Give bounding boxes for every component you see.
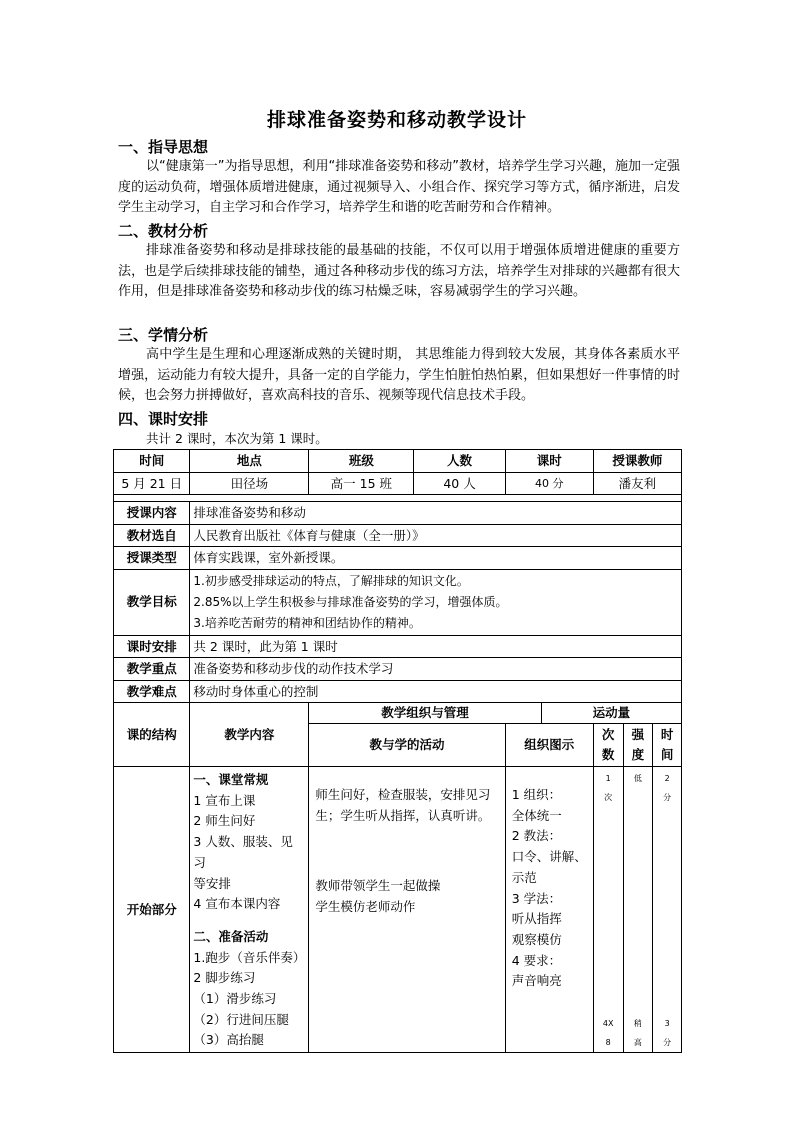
section-heading: 一、指导思想 (118, 138, 209, 156)
start-part-row (114, 767, 682, 1053)
difficulty-row (114, 680, 682, 703)
section-heading: 四、课时安排 (118, 410, 209, 428)
value-teacher: 潘友利 (593, 472, 681, 495)
activity-cell: 师生问好，检查服装，安排见习生；学生听从指挥，认真听讲。 教师带领学生一起做操 学生模仿老师动作 (309, 767, 505, 1053)
section-material-analysis (118, 221, 680, 303)
duration-cell: 2 分 3 分 (653, 767, 682, 1053)
section-guiding-ideology (118, 137, 680, 219)
goals-row (114, 569, 682, 635)
value-duration: 40 分 (505, 472, 593, 495)
key-label: 教学重点 (114, 658, 190, 681)
header-time: 时间 (114, 450, 190, 473)
value-time: 5 月 21 日 (114, 472, 190, 495)
value-class: 高一 15 班 (309, 472, 414, 495)
spacer-row (114, 495, 682, 502)
key-value: 准备姿势和移动步伐的动作技术学习 (190, 658, 682, 681)
content-label: 授课内容 (114, 502, 190, 525)
header-diagram: 组织图示 (505, 724, 593, 767)
header-times: 次 数 (593, 724, 623, 767)
type-value: 体育实践课，室外新授课。 (190, 547, 682, 570)
goal-item: 3.培养吃苦耐劳的精神和团结协作的精神。 (193, 615, 421, 630)
header-intensity: 强 度 (623, 724, 653, 767)
header-location: 地点 (190, 450, 309, 473)
goal-item: 1.初步感受排球运动的特点，了解排球的知识文化。 (193, 573, 469, 588)
schedule-label: 课时安排 (114, 635, 190, 658)
info-value-row (114, 472, 682, 495)
goal-item: 2.85%以上学生积极参与排球准备姿势的学习，增强体质。 (193, 594, 508, 609)
lesson-plan-table (113, 449, 682, 1053)
intensity-cell: 低 稍 高 (623, 767, 653, 1053)
section-heading: 三、学情分析 (118, 326, 209, 344)
header-count: 人数 (414, 450, 505, 473)
header-teacher: 授课教师 (593, 450, 681, 473)
section-schedule (118, 409, 680, 450)
header-duration-col: 时 间 (653, 724, 682, 767)
section-heading: 二、教材分析 (118, 222, 209, 240)
section-text: 排球准备姿势和移动是排球技能的最基础的技能，不仅可以用于增强体质增进健康的重要方法，也是学后续排球技能的铺垫，通过各种移动步伐的练习方法，培养学生对排球的兴趣都有很大作用，但是排球准备姿势和移动步伐的练习枯燥乏味，容易减弱学生的学习兴趣。 (118, 243, 680, 299)
diagram-cell: 1 组织： 全体统一 2 教法： 口令、讲解、 示范 3 学法： 听从指挥 观察模仿 4 要求： 声音响亮 (505, 767, 593, 1053)
part-label: 开始部分 (114, 767, 190, 1053)
info-header-row (114, 450, 682, 473)
textbook-row (114, 524, 682, 547)
header-structure: 课的结构 (114, 703, 190, 767)
header-content: 教学内容 (190, 703, 309, 767)
section-text: 共计 2 课时，本次为第 1 课时。 (146, 431, 328, 446)
section-text: 高中学生是生理和心理逐渐成熟的关键时期， 其思维能力得到较大发展，其身体各素质水平增强，运动能力有较大提升，具备一定的自学能力，学生怕脏怕热怕累，但如果想好一件事情的时候，也会努力拼搏做好，喜欢高科技的音乐、视频等现代信息技术手段。 (118, 347, 680, 403)
header-class: 班级 (309, 450, 414, 473)
goals-value (190, 569, 682, 635)
content-row (114, 502, 682, 525)
times-cell: 1 次 4X 8 (593, 767, 623, 1053)
difficulty-value: 移动时身体重心的控制 (190, 680, 682, 703)
header-load: 运动量 (541, 703, 681, 724)
textbook-label: 教材选自 (114, 524, 190, 547)
structure-header-row-1 (114, 703, 682, 724)
section-text: 以“健康第一”为指导思想，利用“排球准备姿势和移动”教材，培养学生学习兴趣，施加一定强度的运动负荷，增强体质增进健康，通过视频导入、小组合作、探究学习等方式，循序渐进，启发学生主动学习，自主学习和合作学习，培养学生和谐的吃苦耐劳和合作精神。 (118, 159, 680, 215)
key-row (114, 658, 682, 681)
difficulty-label: 教学难点 (114, 680, 190, 703)
schedule-row (114, 635, 682, 658)
goals-label: 教学目标 (114, 569, 190, 635)
section-student-analysis (118, 325, 680, 407)
value-count: 40 人 (414, 472, 505, 495)
value-location: 田径场 (190, 472, 309, 495)
content-value: 排球准备姿势和移动 (190, 502, 682, 525)
type-label: 授课类型 (114, 547, 190, 570)
header-duration: 课时 (505, 450, 593, 473)
type-row (114, 547, 682, 570)
header-organization: 教学组织与管理 (309, 703, 541, 724)
page-title: 排球准备姿势和移动教学设计 (266, 109, 527, 131)
textbook-value: 人民教育出版社《体育与健康（全一册）》 (190, 524, 682, 547)
schedule-value: 共 2 课时，此为第 1 课时 (190, 635, 682, 658)
header-activity: 教与学的活动 (309, 724, 505, 767)
content-cell: 一、课堂常规 1 宣布上课 2 师生问好 3 人数、服装、见习 等安排 4 宣布本课内容 二、准备活动 1.跑步（音乐伴奏） 2 脚步练习 （1）滑步练习 （2）行进间压腿 （3）高抬腿 (190, 767, 309, 1053)
